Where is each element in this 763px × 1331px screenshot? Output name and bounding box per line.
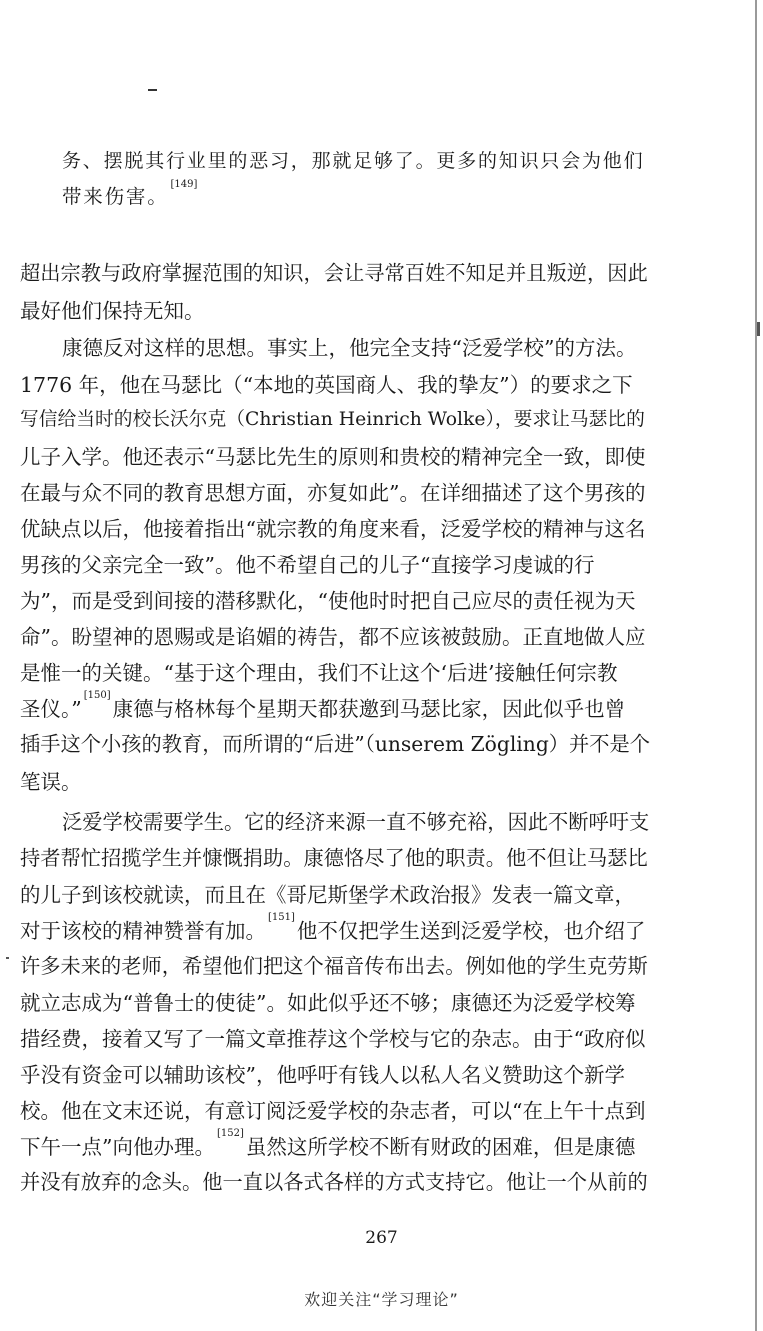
footnote-ref: [150] [83, 690, 111, 701]
scan-speck [6, 957, 9, 959]
body-line: 命”。盼望神的恩赐或是谄媚的祷告，都不应该被鼓励。正直地做人应 [20, 625, 646, 649]
footnote-ref: [152] [216, 1128, 244, 1139]
body-line: 持者帮忙招揽学生并慷慨捐助。康德恪尽了他的职责。他不但让马瑟比 [20, 846, 648, 870]
body-line [20, 692, 625, 722]
body-line: 许多未来的老师，希望他们把这个福音传布出去。例如他的学生克劳斯 [20, 954, 648, 978]
quote-line: 务、摆脱其行业里的恶习，那就足够了。更多的知识只会为他们 [62, 150, 645, 172]
body-text: 他不仅把学生送到泛爱学校，也介绍了 [296, 919, 646, 943]
body-line: 乎没有资金可以辅助该校”，他呼吁有钱人以私人名义赞助这个新学 [20, 1063, 625, 1087]
scan-edge-line [755, 0, 757, 1331]
body-line: 泛爱学校需要学生。它的经济来源一直不够充裕，因此不断呼吁支 [62, 810, 650, 834]
scan-mark [148, 89, 157, 91]
body-line: 并没有放弃的念头。他一直以各式各样的方式支持它。他让一个从前的 [20, 1170, 648, 1194]
body-line: 的儿子到该校就读，而且在《哥尼斯堡学术政治报》发表一篇文章， [20, 883, 635, 907]
body-line: 在最与众不同的教育思想方面，亦复如此”。在详细描述了这个男孩的 [20, 481, 646, 505]
body-text: 虽然这所学校不断有财政的困难，但是康德 [245, 1135, 636, 1159]
body-line [20, 1130, 635, 1160]
body-line: 男孩的父亲完全一致”。他不希望自己的儿子“直接学习虔诚的行 [20, 553, 595, 577]
footer-watermark: 欢迎关注“学习理论” [304, 1290, 459, 1309]
body-text: 康德与格林每个星期天都获邀到马瑟比家，因此似乎也曾 [112, 697, 626, 721]
scan-speck [757, 322, 760, 336]
body-line: 儿子入学。他还表示“马瑟比先生的原则和贵校的精神完全一致，即使 [20, 445, 646, 469]
body-line: 笔误。 [20, 770, 82, 794]
body-text: 圣仪。” [20, 697, 82, 721]
body-line: 超出宗教与政府掌握范围的知识，会让寻常百姓不知足并且叛逆，因此 [20, 261, 648, 285]
body-line: 优缺点以后，他接着指出“就宗教的角度来看，泛爱学校的精神与这名 [20, 517, 646, 541]
body-line [20, 914, 645, 944]
body-line: 康德反对这样的思想。事实上，他完全支持“泛爱学校”的方法。 [62, 336, 637, 360]
body-line: 就立志成为“普鲁士的使徒”。如此似乎还不够；康德还为泛爱学校筹 [20, 991, 636, 1015]
page-number: 267 [365, 1228, 398, 1248]
body-line: 插手这个小孩的教育，而所谓的“后进”（unserem Zögling）并不是个 [20, 732, 651, 756]
body-line: 1776 年，他在马瑟比（“本地的英国商人、我的挚友”）的要求之下 [20, 373, 633, 397]
quote-text: 带来伤害。 [62, 185, 169, 208]
footnote-ref: [151] [268, 912, 295, 923]
body-line: 措经费，接着又写了一篇文章推荐这个学校与它的杂志。由于“政府似 [20, 1027, 646, 1051]
body-text: 对于该校的精神赞誉有加。 [20, 919, 266, 943]
body-line: 校。他在文末还说，有意订阅泛爱学校的杂志者，可以“在上午十点到 [20, 1099, 646, 1123]
body-line: 是惟一的关键。“基于这个理由，我们不让这个‘后进’接触任何宗教 [20, 661, 618, 685]
body-line: 为”，而是受到间接的潜移默化，“使他时时把自己应尽的责任视为天 [20, 589, 636, 613]
body-line: 最好他们保持无知。 [20, 299, 205, 323]
body-line: 写信给当时的校长沃尔克（Christian Heinrich Wolke），要求让马瑟比的 [20, 409, 645, 430]
quote-line [62, 181, 199, 209]
body-text: 下午一点”向他办理。 [20, 1135, 215, 1159]
footnote-ref: [149] [170, 179, 198, 190]
